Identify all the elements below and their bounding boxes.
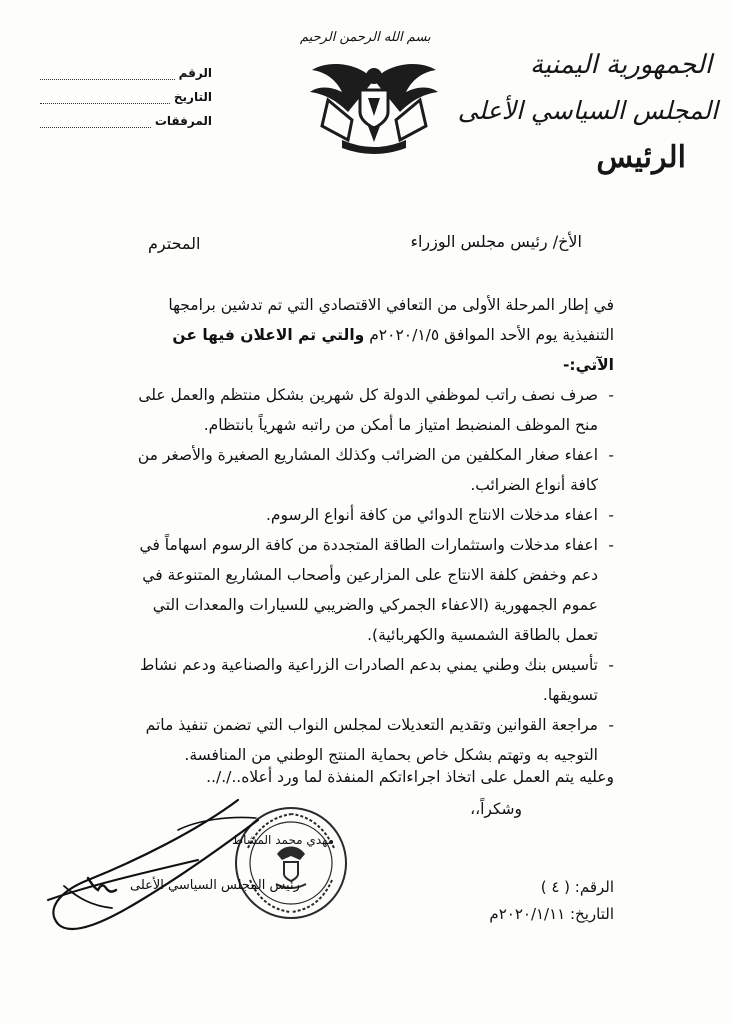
reference-date-line [40,91,170,104]
reference-attachments-label: المرفقات [154,114,212,128]
intro-bold-text: والتي تم الاعلان فيها عن الآتي:- [172,326,614,374]
footer-reference-number: الرقم: ( ٤ ) [540,878,614,896]
list-item-text: اعفاء صغار المكلفين من الضرائب وكذلك المشاريع الصغيرة والأصغر من كافة أنواع الضرائب. [137,446,598,494]
closing-sentence: وعليه يتم العمل على اتخاذ اجراءاتكم المنفذة لما ورد أعلاه.././.. [206,768,614,786]
reference-number-label: الرقم [178,66,212,80]
eagle-emblem-icon [308,50,440,158]
list-item: - اعفاء مدخلات الانتاج الدوائي من كافة أنواع الرسوم. [130,500,614,530]
list-item: - تأسيس بنك وطني يمني بدعم الصادرات الزراعية والصناعية ودعم نشاط تسويقها. [130,650,614,710]
reference-number-line [40,67,175,80]
signer-title: رئيس المجلس السياسي الأعلى [130,878,300,893]
office-heading: الرئيس [596,140,686,175]
republic-heading: الجمهورية اليمنية [529,50,712,80]
list-item-text: صرف نصف راتب لموظفي الدولة كل شهرين بشكل منتظم والعمل على منح الموظف المنضبط امتياز ما أمكن من راتبه شهرياً بانتظام. [138,386,598,434]
list-item-text: اعفاء مدخلات الانتاج الدوائي من كافة أنواع الرسوم. [265,506,598,524]
list-item-text: اعفاء مدخلات واستثمارات الطاقة المتجددة من كافة الرسوم اسهاماً في دعم وخفض كلفة الانتاج على المزارعين وأصحاب المشاريع المتنوعة في عموم الجمهورية (الاعفاء الجمركي والضريبي للسيارات والمعدات التي تعمل بالطاقة الشمسية والكهربائية). [139,536,598,644]
intro-text: في إطار المرحلة الأولى من التعافي الاقتصادي التي تم تدشين برامجها التنفيذية يوم الأحد الموافق ٢٠٢٠/١/٥م [168,296,614,344]
list-item: - مراجعة القوانين وتقديم التعديلات لمجلس النواب التي تضمن تنفيذ ماتم التوجيه به وتهتم بشكل خاص بحماية المنتج الوطني من المنافسة. [130,710,614,770]
reference-date-field [40,84,212,104]
list-item: - صرف نصف راتب لموظفي الدولة كل شهرين بشكل منتظم والعمل على منح الموظف المنضبط امتياز ما أمكن من راتبه شهرياً بانتظام. [130,380,614,440]
list-item-text: تأسيس بنك وطني يمني بدعم الصادرات الزراعية والصناعية ودعم نشاط تسويقها. [140,656,598,704]
reference-date-label: التاريخ [173,90,212,104]
list-item: - اعفاء صغار المكلفين من الضرائب وكذلك المشاريع الصغيرة والأصغر من كافة أنواع الضرائب. [130,440,614,500]
handwritten-signature-icon [28,790,268,940]
footer-date: التاريخ: ٢٠٢٠/١/١١م [489,905,614,923]
reference-attachments-field [40,108,212,128]
addressee: الأخ/ رئيس مجلس الوزراء [410,232,582,251]
reference-number-field [40,60,212,80]
reference-attachments-line [40,115,151,128]
bismillah: بسم الله الرحمن الرحيم [300,30,431,45]
intro-paragraph [130,290,614,380]
signer-name: مهدي محمد المشاط [232,833,335,847]
thanks-line: وشكراً،، [470,800,522,818]
list-item: - اعفاء مدخلات واستثمارات الطاقة المتجددة من كافة الرسوم اسهاماً في دعم وخفض كلفة الانتاج على المزارعين وأصحاب المشاريع المتنوعة في عموم الجمهورية (الاعفاء الجمركي والضريبي للسيارات والمعدات التي تعمل بالطاقة الشمسية والكهربائية). [130,530,614,650]
council-heading: المجلس السياسي الأعلى [457,96,718,125]
letter-body [130,290,614,770]
honorific: المحترم [148,234,201,253]
list-item-text: مراجعة القوانين وتقديم التعديلات لمجلس النواب التي تضمن تنفيذ ماتم التوجيه به وتهتم بشكل خاص بحماية المنتج الوطني من المنافسة. [145,716,598,764]
